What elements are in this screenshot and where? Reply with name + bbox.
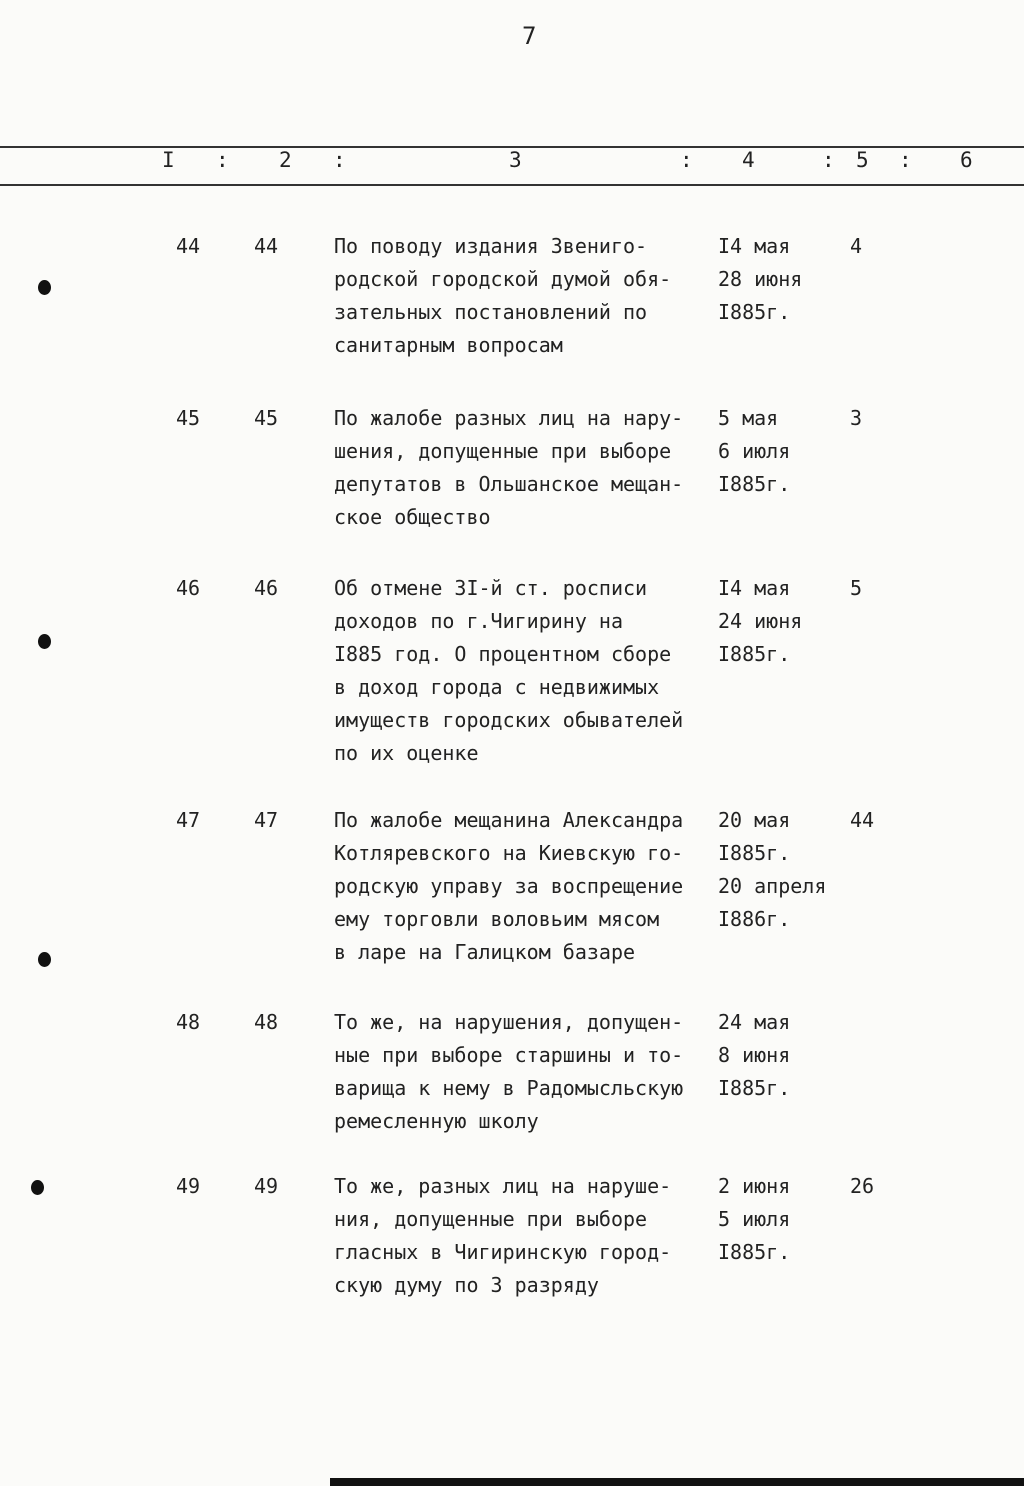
date-line: 5 мая xyxy=(718,406,779,430)
sheet-count: 26 xyxy=(850,1174,875,1198)
entry-title xyxy=(334,1170,671,1302)
header-sep: : xyxy=(333,148,346,172)
header-col-5: 5 xyxy=(856,148,869,172)
entry-dates xyxy=(718,804,826,936)
date-line: 28 июня xyxy=(718,267,803,291)
sheet-count: 4 xyxy=(850,234,863,258)
title-line: I885 год. О процентном сборе xyxy=(334,642,672,666)
title-line: зательных постановлений по xyxy=(334,300,648,324)
title-line: в ларе на Галицком базаре xyxy=(334,940,636,964)
file-number: 48 xyxy=(254,1010,279,1034)
title-line: родской городской думой обя- xyxy=(334,267,672,291)
title-line: ремесленную школу xyxy=(334,1109,539,1133)
date-line: 24 мая xyxy=(718,1010,791,1034)
title-line: варища к нему в Радомысльскую xyxy=(334,1076,684,1100)
header-bottom-rule xyxy=(0,184,1024,186)
date-line: I885г. xyxy=(718,472,791,496)
file-number: 45 xyxy=(254,406,279,430)
entry-number: 47 xyxy=(176,808,201,832)
entry-title xyxy=(334,804,683,969)
entry-title xyxy=(334,230,671,362)
header-col-3: 3 xyxy=(509,148,522,172)
entry-number: 44 xyxy=(176,234,201,258)
entry-number: 49 xyxy=(176,1174,201,1198)
title-line: родскую управу за воспрещение xyxy=(334,874,684,898)
entry-dates xyxy=(718,572,802,671)
punch-hole-mark xyxy=(38,952,51,967)
header-sep: : xyxy=(216,148,229,172)
title-line: имуществ городских обывателей xyxy=(334,708,684,732)
title-line: По поводу издания Звениго- xyxy=(334,234,648,258)
entry-title xyxy=(334,572,683,770)
page-number: 7 xyxy=(522,22,537,50)
title-line: То же, на нарушения, допущен- xyxy=(334,1010,684,1034)
date-line: 20 мая xyxy=(718,808,791,832)
punch-hole-mark xyxy=(38,280,51,295)
date-line: I4 мая xyxy=(718,234,791,258)
title-line: ское общество xyxy=(334,505,491,529)
date-line: I885г. xyxy=(718,1076,791,1100)
header-col-6: 6 xyxy=(960,148,973,172)
title-line: ему торговли воловьим мясом xyxy=(334,907,660,931)
entry-title xyxy=(334,402,683,534)
title-line: шения, допущенные при выборе xyxy=(334,439,672,463)
date-line: I885г. xyxy=(718,841,791,865)
entry-dates xyxy=(718,1170,790,1269)
title-line: санитарным вопросам xyxy=(334,333,563,357)
title-line: ные при выборе старшины и то- xyxy=(334,1043,684,1067)
bottom-edge-shadow xyxy=(330,1478,1024,1486)
file-number: 47 xyxy=(254,808,279,832)
date-line: 20 апреля xyxy=(718,874,827,898)
date-line: 24 июня xyxy=(718,609,803,633)
date-line: I885г. xyxy=(718,642,791,666)
title-line: По жалобе разных лиц на нару- xyxy=(334,406,684,430)
title-line: скую думу по 3 разряду xyxy=(334,1273,599,1297)
date-line: 6 июля xyxy=(718,439,791,463)
entry-number: 48 xyxy=(176,1010,201,1034)
date-line: 5 июля xyxy=(718,1207,791,1231)
header-sep: : xyxy=(680,148,693,172)
title-line: по их оценке xyxy=(334,741,479,765)
title-line: в доход города с недвижимых xyxy=(334,675,660,699)
file-number: 49 xyxy=(254,1174,279,1198)
entry-number: 46 xyxy=(176,576,201,600)
date-line: 2 июня xyxy=(718,1174,791,1198)
title-line: Об отмене 3I-й ст. росписи xyxy=(334,576,648,600)
title-line: Котляревского на Киевскую го- xyxy=(334,841,684,865)
file-number: 46 xyxy=(254,576,279,600)
title-line: То же, разных лиц на наруше- xyxy=(334,1174,672,1198)
entry-title xyxy=(334,1006,683,1138)
header-col-2: 2 xyxy=(279,148,292,172)
header-sep: : xyxy=(899,148,912,172)
date-line: I885г. xyxy=(718,300,791,324)
punch-hole-mark xyxy=(38,634,51,649)
date-line: I886г. xyxy=(718,907,791,931)
entry-dates xyxy=(718,230,802,329)
header-col-4: 4 xyxy=(742,148,755,172)
sheet-count: 44 xyxy=(850,808,875,832)
sheet-count: 3 xyxy=(850,406,863,430)
title-line: По жалобе мещанина Александра xyxy=(334,808,684,832)
entry-dates xyxy=(718,1006,790,1105)
sheet-count: 5 xyxy=(850,576,863,600)
header-sep: : xyxy=(822,148,835,172)
title-line: гласных в Чигиринскую город- xyxy=(334,1240,672,1264)
entry-dates xyxy=(718,402,790,501)
punch-hole-mark xyxy=(31,1180,44,1195)
date-line: I885г. xyxy=(718,1240,791,1264)
date-line: I4 мая xyxy=(718,576,791,600)
title-line: депутатов в Ольшанское мещан- xyxy=(334,472,684,496)
title-line: доходов по г.Чигирину на xyxy=(334,609,623,633)
entry-number: 45 xyxy=(176,406,201,430)
file-number: 44 xyxy=(254,234,279,258)
header-col-1: I xyxy=(162,148,175,172)
date-line: 8 июня xyxy=(718,1043,791,1067)
title-line: ния, допущенные при выборе xyxy=(334,1207,648,1231)
